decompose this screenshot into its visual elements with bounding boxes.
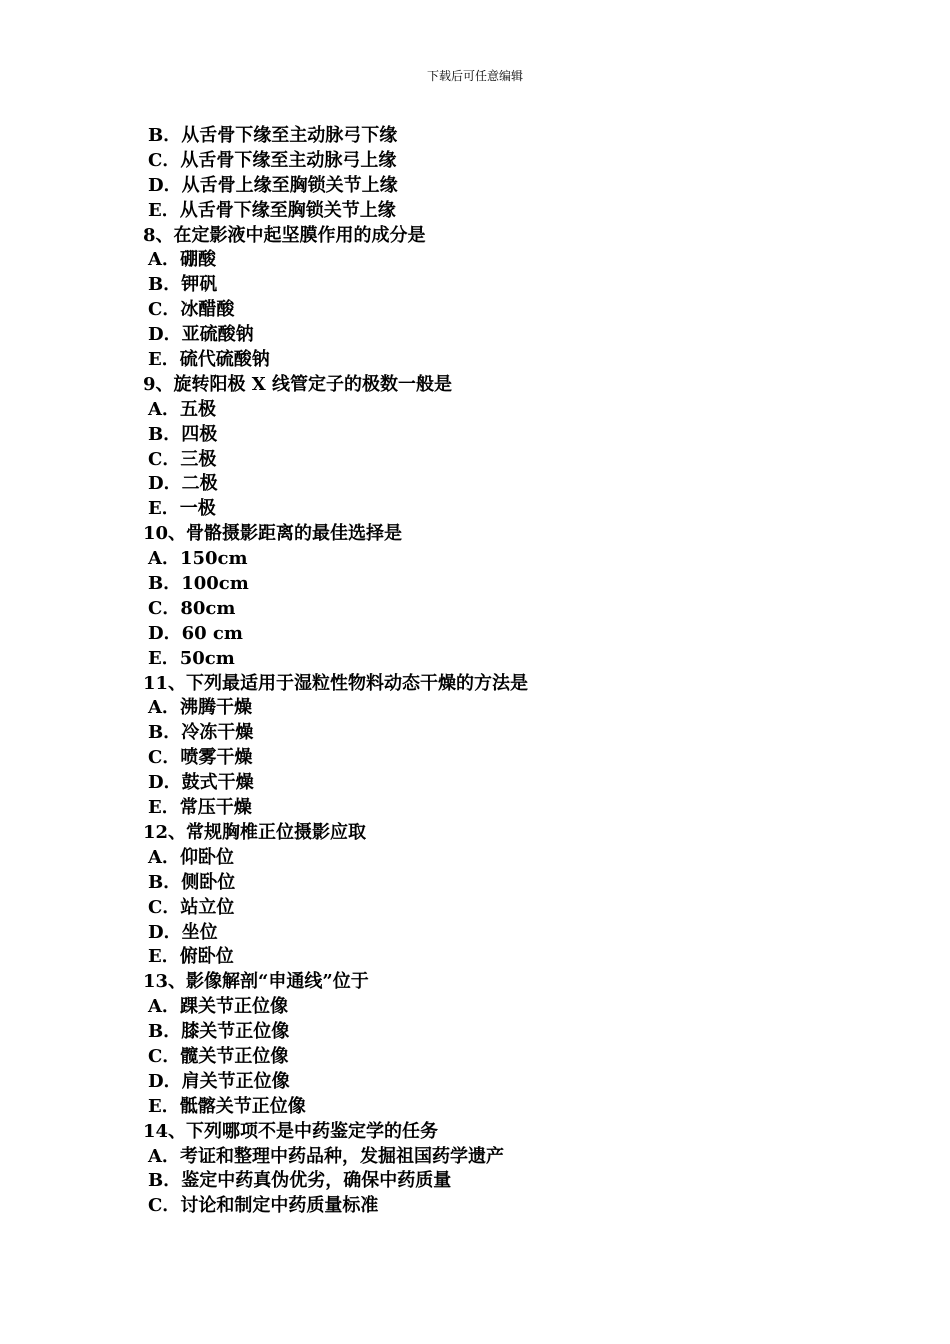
option-line: D．坐位 [148, 921, 218, 943]
option-line: B．鉴定中药真伪优劣，确保中药质量 [148, 1170, 452, 1192]
option-line: B．侧卧位 [148, 871, 236, 893]
option-line: B．从舌骨下缘至主动脉弓下缘 [148, 125, 398, 146]
option-line: D．从舌骨上缘至胸锁关节上缘 [148, 174, 398, 196]
option-line: D．60 cm [148, 622, 243, 644]
option-line: D．二极 [148, 473, 218, 495]
document-body [143, 124, 843, 1219]
question-line: 13、影像解剖“申通线”位于 [143, 971, 369, 993]
option-line: A．硼酸 [148, 249, 216, 271]
option-line: A．踝关节正位像 [148, 996, 288, 1018]
option-line: C．三极 [148, 448, 217, 470]
option-line: D．鼓式干燥 [148, 772, 254, 794]
question-line: 10、骨骼摄影距离的最佳选择是 [143, 523, 403, 545]
option-line: C．80cm [148, 597, 236, 619]
question-line: 14、下列哪项不是中药鉴定学的任务 [143, 1120, 439, 1142]
option-line: E．俯卧位 [148, 946, 234, 968]
option-line: A．五极 [148, 398, 216, 420]
option-line: D．肩关节正位像 [148, 1070, 290, 1092]
option-line: E．硫代硫酸钠 [148, 349, 270, 371]
option-line: B．四极 [148, 423, 218, 445]
option-line: C．站立位 [148, 896, 235, 918]
option-line: B．冷冻干燥 [148, 722, 254, 744]
option-line: B．钾矾 [148, 274, 218, 296]
option-line: A．仰卧位 [148, 846, 234, 868]
option-line: C．从舌骨下缘至主动脉弓上缘 [148, 149, 397, 171]
option-line: D．亚硫酸钠 [148, 324, 254, 346]
option-line: C．讨论和制定中药质量标准 [148, 1195, 379, 1217]
question-line: 11、下列最适用于湿粒性物料动态干燥的方法是 [143, 672, 529, 694]
option-line: E．50cm [148, 647, 235, 669]
option-line: C．冰醋酸 [148, 299, 235, 321]
question-line: 8、在定影液中起坚膜作用的成分是 [143, 224, 426, 246]
option-line: E．骶髂关节正位像 [148, 1095, 306, 1117]
option-line: A．150cm [148, 548, 248, 570]
option-line: E．常压干燥 [148, 797, 252, 819]
option-line: C．喷雾干燥 [148, 747, 253, 769]
question-line: 9、旋转阳极 X 线管定子的极数一般是 [143, 373, 453, 395]
option-line: A．考证和整理中药品种，发掘祖国药学遗产 [148, 1145, 504, 1167]
option-line: B．100cm [148, 573, 249, 595]
option-line: B．膝关节正位像 [148, 1021, 290, 1043]
option-line: E．从舌骨下缘至胸锁关节上缘 [148, 199, 396, 221]
option-line: A．沸腾干燥 [148, 697, 252, 719]
option-line: E．一极 [148, 498, 216, 520]
page-header: 下载后可任意编辑 [426, 69, 523, 83]
option-line: C．髋关节正位像 [148, 1045, 289, 1067]
question-line: 12、常规胸椎正位摄影应取 [143, 821, 367, 843]
